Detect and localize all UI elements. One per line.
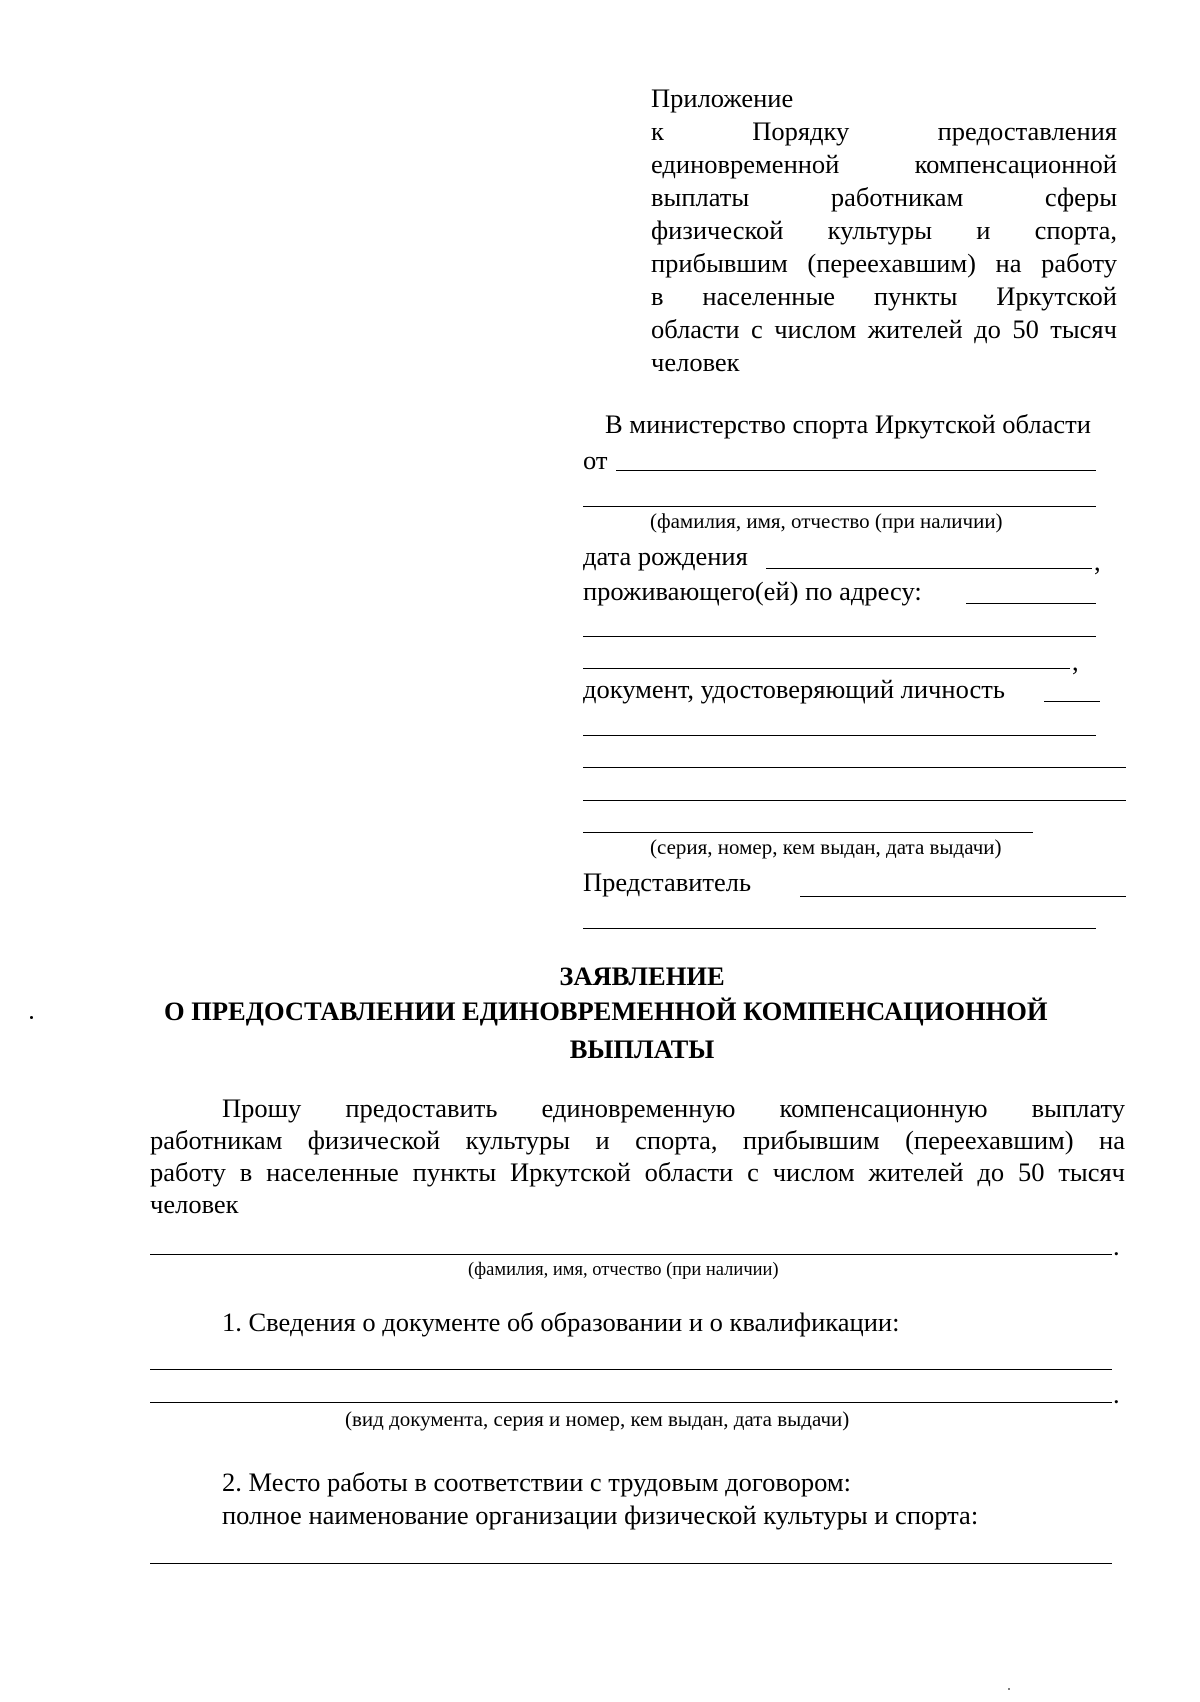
appendix-line: Приложение — [651, 83, 794, 113]
from-label: от — [583, 445, 608, 475]
id-document-field-4[interactable] — [583, 800, 1126, 801]
birth-date-field[interactable] — [766, 568, 1092, 569]
id-document-field-2[interactable] — [583, 735, 1096, 736]
scan-dot — [1008, 1688, 1010, 1690]
id-document-field-5[interactable] — [583, 832, 1033, 833]
birth-date-comma: , — [1094, 546, 1101, 576]
education-caption: (вид документа, серия и номер, кем выдан, дата выдачи) — [345, 1407, 850, 1431]
address-label: проживающего(ей) по адресу: — [583, 576, 922, 606]
id-document-field[interactable] — [1044, 701, 1100, 702]
birth-date-label: дата рождения — [583, 541, 748, 571]
address-field-2[interactable] — [583, 636, 1096, 637]
fio-caption: (фамилия, имя, отчество (при наличии) — [650, 509, 1003, 533]
appendix-line: физической культуры и спорта, — [651, 215, 1117, 245]
appendix-line: человек — [651, 347, 740, 377]
appendix-line: единовременной компенсационной — [651, 149, 1117, 179]
from-name-field[interactable] — [616, 470, 1096, 471]
appendix-line: выплаты работникам сферы — [651, 182, 1117, 212]
appendix-line: прибывшим (переехавшим) на работу — [651, 248, 1117, 278]
appendix-block — [651, 82, 1117, 379]
education-heading: 1. Сведения о документе об образовании и о квалификации: — [222, 1307, 900, 1337]
paragraph-line: работникам физической культуры и спорта, прибывшим (переехавшим) на — [150, 1125, 1125, 1155]
appendix-line: в населенные пункты Иркутской — [651, 281, 1117, 311]
address-field-3[interactable] — [583, 668, 1070, 669]
paragraph-line: человек — [150, 1189, 239, 1219]
statement-title: ЗАЯВЛЕНИЕ — [559, 961, 725, 991]
education-period: . — [1113, 1379, 1120, 1409]
applicant-name-field[interactable] — [150, 1254, 1112, 1255]
paragraph-line: работу в населенные пункты Иркутской области с числом жителей до 50 тысяч — [150, 1157, 1125, 1187]
scan-dot — [30, 1016, 33, 1019]
address-field[interactable] — [966, 603, 1096, 604]
applicant-fio-caption: (фамилия, имя, отчество (при наличии) — [468, 1260, 779, 1280]
addressee-ministry: В министерство спорта Иркутской области — [605, 409, 1091, 439]
id-document-label: документ, удостоверяющий личность — [583, 674, 1005, 704]
appendix-line: области с числом жителей до 50 тысяч — [651, 314, 1117, 344]
representative-field-2[interactable] — [583, 928, 1096, 929]
statement-title-line3: ВЫПЛАТЫ — [569, 1034, 715, 1064]
address-comma: , — [1072, 646, 1079, 676]
applicant-name-period: . — [1113, 1231, 1120, 1261]
statement-title-line2: О ПРЕДОСТАВЛЕНИИ ЕДИНОВРЕМЕННОЙ КОМПЕНСАЦИОННОЙ — [164, 996, 1048, 1026]
representative-label: Представитель — [583, 867, 752, 897]
representative-field[interactable] — [800, 896, 1126, 897]
education-field-2[interactable] — [150, 1402, 1112, 1403]
from-name-field-2[interactable] — [583, 506, 1096, 507]
appendix-line: к Порядку предоставления — [651, 116, 1117, 146]
id-document-field-3[interactable] — [583, 767, 1126, 768]
workplace-heading: 2. Место работы в соответствии с трудовым договором: — [222, 1467, 852, 1497]
workplace-field[interactable] — [150, 1563, 1112, 1564]
education-field[interactable] — [150, 1369, 1112, 1370]
workplace-subheading: полное наименование организации физической культуры и спорта: — [222, 1500, 979, 1530]
paragraph-line: Прошу предоставить единовременную компенсационную выплату — [222, 1093, 1125, 1123]
request-paragraph — [150, 1092, 1125, 1220]
id-document-caption: (серия, номер, кем выдан, дата выдачи) — [650, 835, 1002, 859]
